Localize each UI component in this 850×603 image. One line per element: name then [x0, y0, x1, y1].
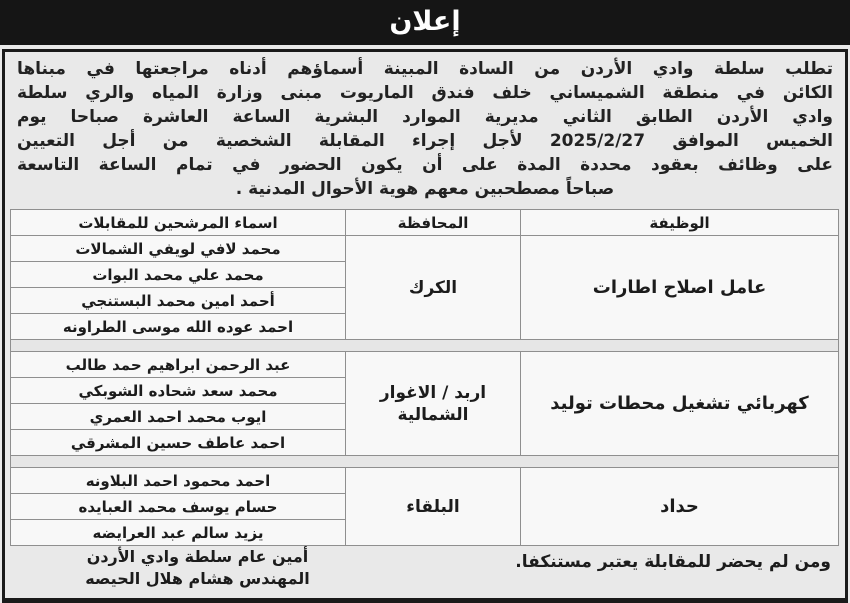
column-header-job: الوظيفة [521, 210, 839, 236]
column-header-names: اسماء المرشحين للمقابلات [11, 210, 346, 236]
candidate-name-cell: محمد علي محمد البوات [11, 262, 346, 288]
content-frame [2, 49, 848, 603]
signature-title: أمين عام سلطة وادي الأردن [86, 547, 309, 566]
table-row [11, 236, 839, 262]
no-show-note: ومن لم يحضر للمقابلة يعتبر مستنكفا. [515, 552, 831, 572]
candidate-name-cell: احمد عاطف حسين المشرقي [11, 430, 346, 456]
governorate-cell: الكرك [346, 236, 521, 340]
spacer-cell [11, 340, 839, 352]
spacer-cell [11, 456, 839, 468]
spacer-row [11, 456, 839, 468]
signature-block [50, 546, 345, 590]
candidate-name-cell: أحمد امين محمد البستنجي [11, 288, 346, 314]
intro-paragraph [5, 52, 845, 203]
page-title: إعلان [389, 6, 461, 37]
table-row [11, 352, 839, 378]
candidate-name-cell: عبد الرحمن ابراهيم حمد طالب [11, 352, 346, 378]
job-cell: حداد [521, 468, 839, 546]
intro-line: صباحاً مصطحبين معهم هوية الأحوال المدنية . [235, 179, 615, 199]
candidate-name-cell: ايوب محمد احمد العمري [11, 404, 346, 430]
job-cell: كهربائي تشغيل محطات توليد [521, 352, 839, 456]
candidates-table [10, 209, 839, 546]
spacer-row [11, 340, 839, 352]
table-row [11, 468, 839, 494]
candidate-name-cell: حسام يوسف محمد العبايده [11, 494, 346, 520]
intro-line: تطلب سلطة وادي الأردن من السادة المبينة أسماؤهم أدناه مراجعتها في مبناها [17, 59, 833, 79]
intro-line: على وظائف بعقود محددة المدة على أن يكون الحضور في تمام الساعة التاسعة [17, 155, 833, 175]
governorate-cell: اربد / الاغوار الشمالية [346, 352, 521, 456]
candidate-name-cell: احمد محمود احمد البلاونه [11, 468, 346, 494]
candidate-name-cell: يزيد سالم عبد العرايضه [11, 520, 346, 546]
job-cell: عامل اصلاح اطارات [521, 236, 839, 340]
intro-line: الكائن في منطقة الشميساني خلف فندق الماريوت مبنى وزارة المياه والري سلطة [17, 83, 833, 103]
intro-line: الخميس الموافق 2025/2/27 لأجل إجراء المقابلة الشخصية من أجل التعيين [17, 131, 833, 151]
governorate-cell: البلقاء [346, 468, 521, 546]
announcement-title-bar [0, 0, 850, 45]
signature-name: المهندس هشام هلال الحيصه [85, 569, 310, 588]
candidate-name-cell: احمد عوده الله موسى الطراونه [11, 314, 346, 340]
column-header-governorate: المحافظة [346, 210, 521, 236]
candidate-name-cell: محمد لافي لويفي الشمالات [11, 236, 346, 262]
candidate-name-cell: محمد سعد شحاده الشوبكي [11, 378, 346, 404]
intro-line: وادي الأردن الطابق الثاني مديرية الموارد البشرية الساعة العاشرة صباحا يوم [17, 107, 833, 127]
table-header-row [11, 210, 839, 236]
